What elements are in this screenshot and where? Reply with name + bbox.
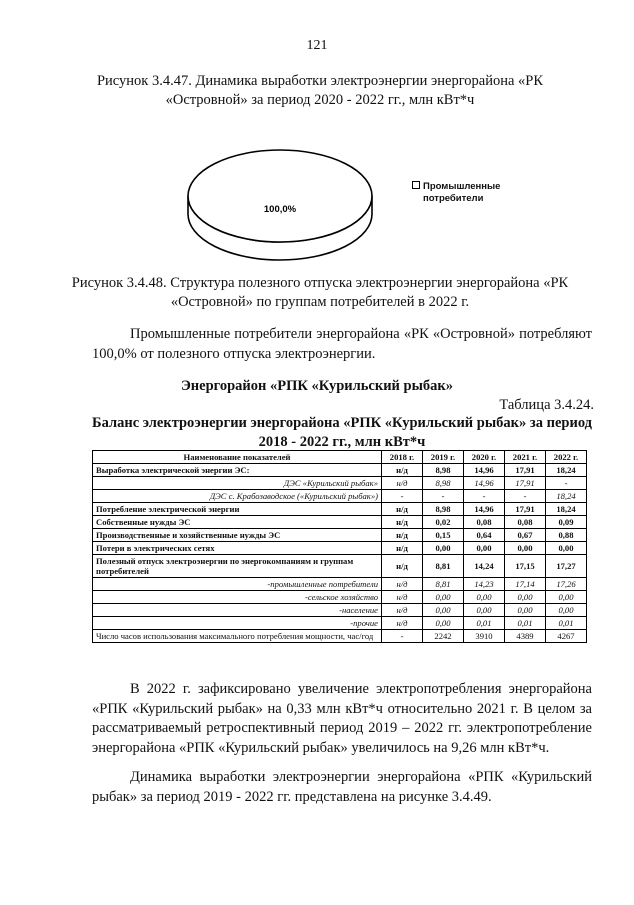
table-row [93, 555, 587, 578]
row-name: Полезный отпуск электроэнергии по энергокомпаниям и группам потребителей [93, 555, 382, 578]
balance-table [92, 450, 587, 643]
cell: 18,24 [546, 464, 587, 477]
table-row [93, 542, 587, 555]
cell: 0,00 [464, 542, 505, 555]
row-name: -промышленные потребители [93, 578, 382, 591]
cell: н/д [382, 555, 423, 578]
pie-slice-top [188, 150, 372, 242]
header-2020: 2020 г. [464, 451, 505, 464]
cell: 3910 [464, 630, 505, 643]
cell: 8,98 [423, 503, 464, 516]
table-row [93, 617, 587, 630]
cell: 8,81 [423, 555, 464, 578]
cell: н/д [382, 529, 423, 542]
cell: 0,08 [464, 516, 505, 529]
cell: 17,14 [505, 578, 546, 591]
cell: 0,15 [423, 529, 464, 542]
cell: н/д [382, 578, 423, 591]
cell: 0,00 [464, 604, 505, 617]
row-name: -сельское хозяйство [93, 591, 382, 604]
table-row [93, 630, 587, 643]
row-name: Выработка электрической энергии ЭС: [93, 464, 382, 477]
row-name: ДЭС с. Крабозаводское («Курильский рыбак») [93, 490, 382, 503]
table-row [93, 490, 587, 503]
cell: 17,27 [546, 555, 587, 578]
cell: - [505, 490, 546, 503]
section-heading: Энергорайон «РПК «Курильский рыбак» [180, 378, 454, 394]
cell: 0,01 [546, 617, 587, 630]
cell: 8,98 [423, 464, 464, 477]
table-title: Баланс электроэнергии энергорайона «РПК «Курильский рыбак» за период 2018 - 2022 гг., млн кВт*ч [92, 415, 592, 450]
table-row [93, 477, 587, 490]
cell: 0,00 [505, 604, 546, 617]
cell: - [382, 630, 423, 643]
cell: 0,00 [546, 542, 587, 555]
row-name: ДЭС «Курильский рыбак» [93, 477, 382, 490]
cell: 0,00 [423, 617, 464, 630]
cell: 0,67 [505, 529, 546, 542]
cell: н/д [382, 604, 423, 617]
cell: 17,91 [505, 503, 546, 516]
page-number: 121 [306, 38, 328, 53]
cell: 0,08 [505, 516, 546, 529]
cell: 0,01 [464, 617, 505, 630]
figure-47-caption: Рисунок 3.4.47. Динамика выработки электроэнергии энергорайона «РК «Островной» за период 2020 - 2022 гг., млн кВт*ч [96, 73, 544, 108]
cell: 17,91 [505, 477, 546, 490]
cell: 0,00 [423, 591, 464, 604]
cell: н/д [382, 464, 423, 477]
row-name: -население [93, 604, 382, 617]
table-label: Таблица 3.4.24. [499, 397, 594, 413]
cell: 14,96 [464, 503, 505, 516]
cell: 4389 [505, 630, 546, 643]
pie-chart [185, 138, 375, 268]
row-name: Собственные нужды ЭС [93, 516, 382, 529]
legend-swatch [412, 181, 420, 189]
cell: 0,00 [464, 591, 505, 604]
cell: 14,96 [464, 477, 505, 490]
table-row [93, 604, 587, 617]
paragraph-figure-reference: Динамика выработки электроэнергии энергорайона «РПК «Курильский рыбак» за период 2019 - 2022 гг. представлена на рисунке 3.4.49. [92, 769, 592, 805]
cell: 17,91 [505, 464, 546, 477]
paragraph-industrial: Промышленные потребители энергорайона «РК «Островной» потребляют 100,0% от полезного отпуска электроэнергии. [92, 326, 592, 362]
cell: 0,00 [423, 542, 464, 555]
row-name: Число часов использования максимального потребления мощности, час/год [93, 630, 382, 643]
cell: н/д [382, 503, 423, 516]
cell: 0,64 [464, 529, 505, 542]
cell: - [382, 490, 423, 503]
cell: 0,02 [423, 516, 464, 529]
cell: 0,09 [546, 516, 587, 529]
row-name: Потери в электрических сетях [93, 542, 382, 555]
cell: 18,24 [546, 490, 587, 503]
row-name: Производственные и хозяйственные нужды ЭС [93, 529, 382, 542]
cell: 8,98 [423, 477, 464, 490]
cell: н/д [382, 542, 423, 555]
cell: 4267 [546, 630, 587, 643]
cell: 2242 [423, 630, 464, 643]
figure-48-caption: Рисунок 3.4.48. Структура полезного отпуска электроэнергии энергорайона «РК «Островной» по группам потребителей в 2022 г. [71, 275, 569, 310]
header-2018: 2018 г. [382, 451, 423, 464]
table-row [93, 591, 587, 604]
cell: - [546, 477, 587, 490]
table-row [93, 516, 587, 529]
row-name: Потребление электрической энергии [93, 503, 382, 516]
pie-chart-svg [185, 138, 375, 268]
pie-slice-label: 100,0% [263, 204, 297, 215]
cell: 0,00 [423, 604, 464, 617]
cell: 14,23 [464, 578, 505, 591]
table-row [93, 578, 587, 591]
cell: 0,88 [546, 529, 587, 542]
table-header-row [93, 451, 587, 464]
table-row [93, 529, 587, 542]
cell: 17,15 [505, 555, 546, 578]
cell: н/д [382, 477, 423, 490]
header-2022: 2022 г. [546, 451, 587, 464]
cell: 18,24 [546, 503, 587, 516]
cell: 8,81 [423, 578, 464, 591]
cell: 0,00 [546, 604, 587, 617]
cell: - [423, 490, 464, 503]
cell: 0,00 [546, 591, 587, 604]
cell: 17,26 [546, 578, 587, 591]
cell: 14,24 [464, 555, 505, 578]
cell: н/д [382, 617, 423, 630]
cell: н/д [382, 591, 423, 604]
table-row [93, 464, 587, 477]
legend-label: Промышленные потребители [423, 181, 501, 204]
paragraph-consumption-increase: В 2022 г. зафиксировано увеличение электропотребления энергорайона «РПК «Курильский рыбак» на 0,33 млн кВт*ч относительно 2021 г. В целом за рассматриваемый ретроспективный период 2019 – 2022 гг. электропотребление энергорайона «РПК «Курильский рыбак» увеличилось на 9,26 млн кВт*ч. [92, 681, 592, 756]
pie-legend [412, 181, 513, 205]
cell: н/д [382, 516, 423, 529]
header-2019: 2019 г. [423, 451, 464, 464]
header-name: Наименование показателей [93, 451, 382, 464]
cell: - [464, 490, 505, 503]
cell: 0,01 [505, 617, 546, 630]
table-row [93, 503, 587, 516]
cell: 0,00 [505, 591, 546, 604]
cell: 0,00 [505, 542, 546, 555]
cell: 14,96 [464, 464, 505, 477]
row-name: -прочие [93, 617, 382, 630]
header-2021: 2021 г. [505, 451, 546, 464]
